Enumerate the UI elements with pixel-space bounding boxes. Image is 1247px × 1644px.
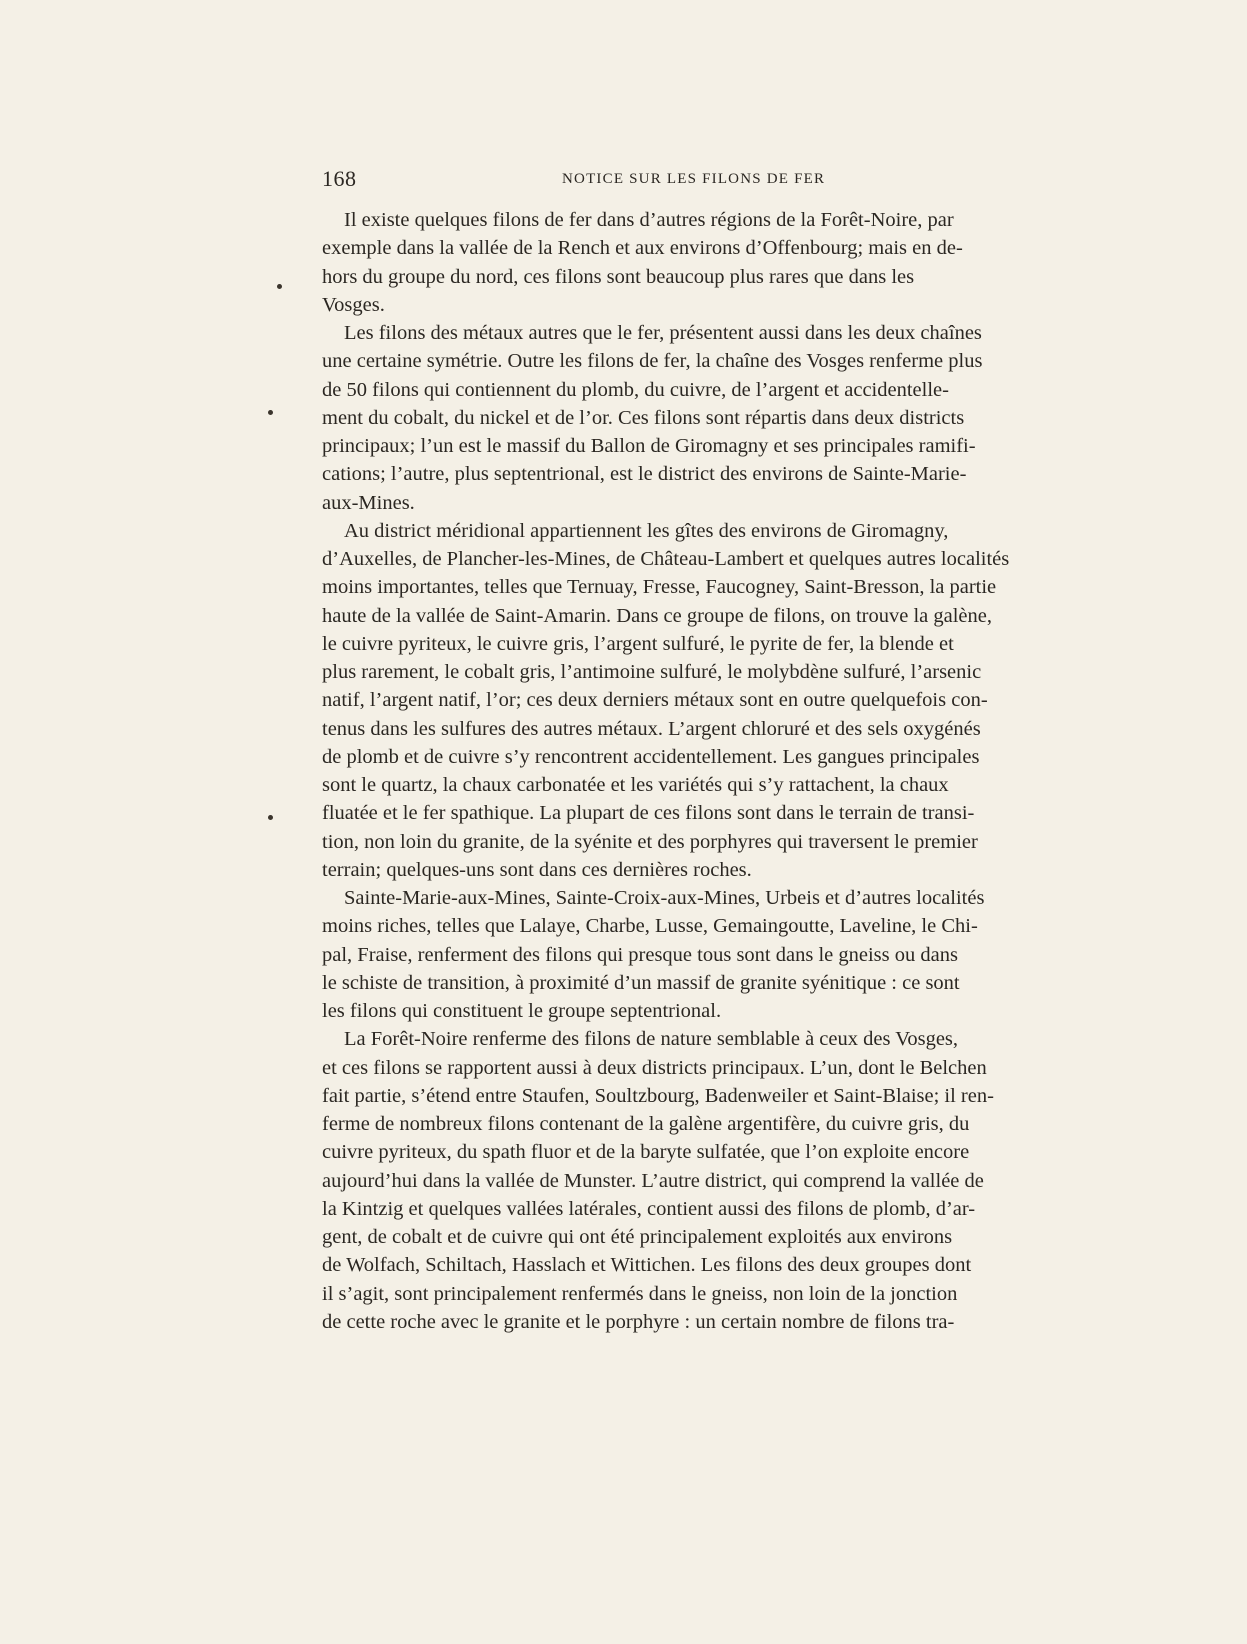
text-line: gent, de cobalt et de cuivre qui ont été principalement exploités aux environs	[322, 1226, 953, 1248]
text-line: ferme de nombreux filons contenant de la galène argentifère, du cuivre gris, du	[322, 1113, 970, 1135]
text-line: terrain; quelques-uns sont dans ces dernières roches.	[322, 858, 752, 881]
text-line: de cette roche avec le granite et le porphyre : un certain nombre de filons tra-	[322, 1310, 955, 1333]
margin-speck	[268, 410, 273, 415]
text-line: sont le quartz, la chaux carbonatée et les variétés qui s’y rattachent, la chaux	[322, 774, 949, 796]
text-line: moins importantes, telles que Ternuay, Fresse, Faucogney, Saint-Bresson, la partie	[322, 576, 997, 599]
text-line: de 50 filons qui contiennent du plomb, du cuivre, de l’argent et accidentelle-	[322, 378, 949, 401]
page-number: 168	[322, 166, 357, 191]
text-line: d’Auxelles, de Plancher-les-Mines, de Château-Lambert et quelques autres localités	[322, 548, 1010, 570]
text-line: de plomb et de cuivre s’y rencontrent accidentellement. Les gangues principales	[322, 745, 980, 768]
text-line: haute de la vallée de Saint-Amarin. Dans ce groupe de filons, on trouve la galène,	[322, 604, 992, 627]
text-line: pal, Fraise, renferment des filons qui presque tous sont dans le gneiss ou dans	[322, 943, 958, 966]
text-line: ment du cobalt, du nickel et de l’or. Ces filons sont répartis dans deux districts	[322, 406, 965, 429]
text-line: de Wolfach, Schiltach, Hasslach et Wittichen. Les filons des deux groupes dont	[322, 1254, 972, 1277]
page-header	[322, 166, 902, 192]
text-line: cuivre pyriteux, du spath fluor et de la baryte sulfatée, que l’on exploite encore	[322, 1141, 970, 1164]
text-line: la Kintzig et quelques vallées latérales, contient aussi des filons de plomb, d’ar-	[322, 1197, 976, 1220]
text-line: hors du groupe du nord, ces filons sont beaucoup plus rares que dans les	[322, 265, 915, 288]
text-line: Les filons des métaux autres que le fer, présentent aussi dans les deux chaînes	[344, 322, 982, 344]
text-line: tion, non loin du granite, de la syénite et des porphyres qui traversent le premier	[322, 830, 978, 853]
text-line: Vosges.	[322, 293, 385, 316]
text-line: et ces filons se rapportent aussi à deux districts principaux. L’un, dont le Belchen	[322, 1056, 987, 1079]
text-line: La Forêt-Noire renferme des filons de nature semblable à ceux des Vosges,	[344, 1028, 959, 1051]
body-text	[322, 206, 1010, 1336]
margin-speck	[277, 284, 282, 289]
text-line: une certaine symétrie. Outre les filons de fer, la chaîne des Vosges renferme plus	[322, 350, 983, 373]
text-line: Il existe quelques filons de fer dans d’autres régions de la Forêt-Noire, par	[344, 209, 954, 231]
text-line: moins riches, telles que Lalaye, Charbe, Lusse, Gemaingoutte, Laveline, le Chi-	[322, 915, 978, 938]
margin-speck	[268, 815, 273, 820]
text-line: fluatée et le fer spathique. La plupart de ces filons sont dans le terrain de transi-	[322, 802, 975, 825]
running-title: NOTICE SUR LES FILONS DE FER	[562, 171, 826, 187]
text-line: le schiste de transition, à proximité d’un massif de granite syénitique : ce sont	[322, 971, 960, 994]
text-line: cations; l’autre, plus septentrional, est le district des environs de Sainte-Marie-	[322, 463, 967, 486]
text-line: les filons qui constituent le groupe septentrional.	[322, 1000, 722, 1022]
text-line: plus rarement, le cobalt gris, l’antimoine sulfuré, le molybdène sulfuré, l’arsenic	[322, 661, 982, 683]
text-line: fait partie, s’étend entre Staufen, Soultzbourg, Badenweiler et Saint-Blaise; il ren-	[322, 1084, 994, 1107]
text-line: aux-Mines.	[322, 491, 415, 514]
text-line: il s’agit, sont principalement renfermés dans le gneiss, non loin de la jonction	[322, 1282, 958, 1305]
text-line: principaux; l’un est le massif du Ballon de Giromagny et ses principales ramifi-	[322, 435, 976, 457]
text-line: tenus dans les sulfures des autres métaux. L’argent chloruré et des sels oxygénés	[322, 717, 981, 740]
text-line: exemple dans la vallée de la Rench et aux environs d’Offenbourg; mais en de-	[322, 237, 963, 260]
text-line: Sainte-Marie-aux-Mines, Sainte-Croix-aux-Mines, Urbeis et d’autres localités	[344, 887, 985, 909]
text-line: le cuivre pyriteux, le cuivre gris, l’argent sulfuré, le pyrite de fer, la blende et	[322, 632, 954, 655]
text-line: Au district méridional appartiennent les gîtes des environs de Giromagny,	[344, 519, 949, 542]
text-line: aujourd’hui dans la vallée de Munster. L’autre district, qui comprend la vallée de	[322, 1169, 984, 1192]
text-line: natif, l’argent natif, l’or; ces deux derniers métaux sont en outre quelquefois con-	[322, 689, 988, 712]
